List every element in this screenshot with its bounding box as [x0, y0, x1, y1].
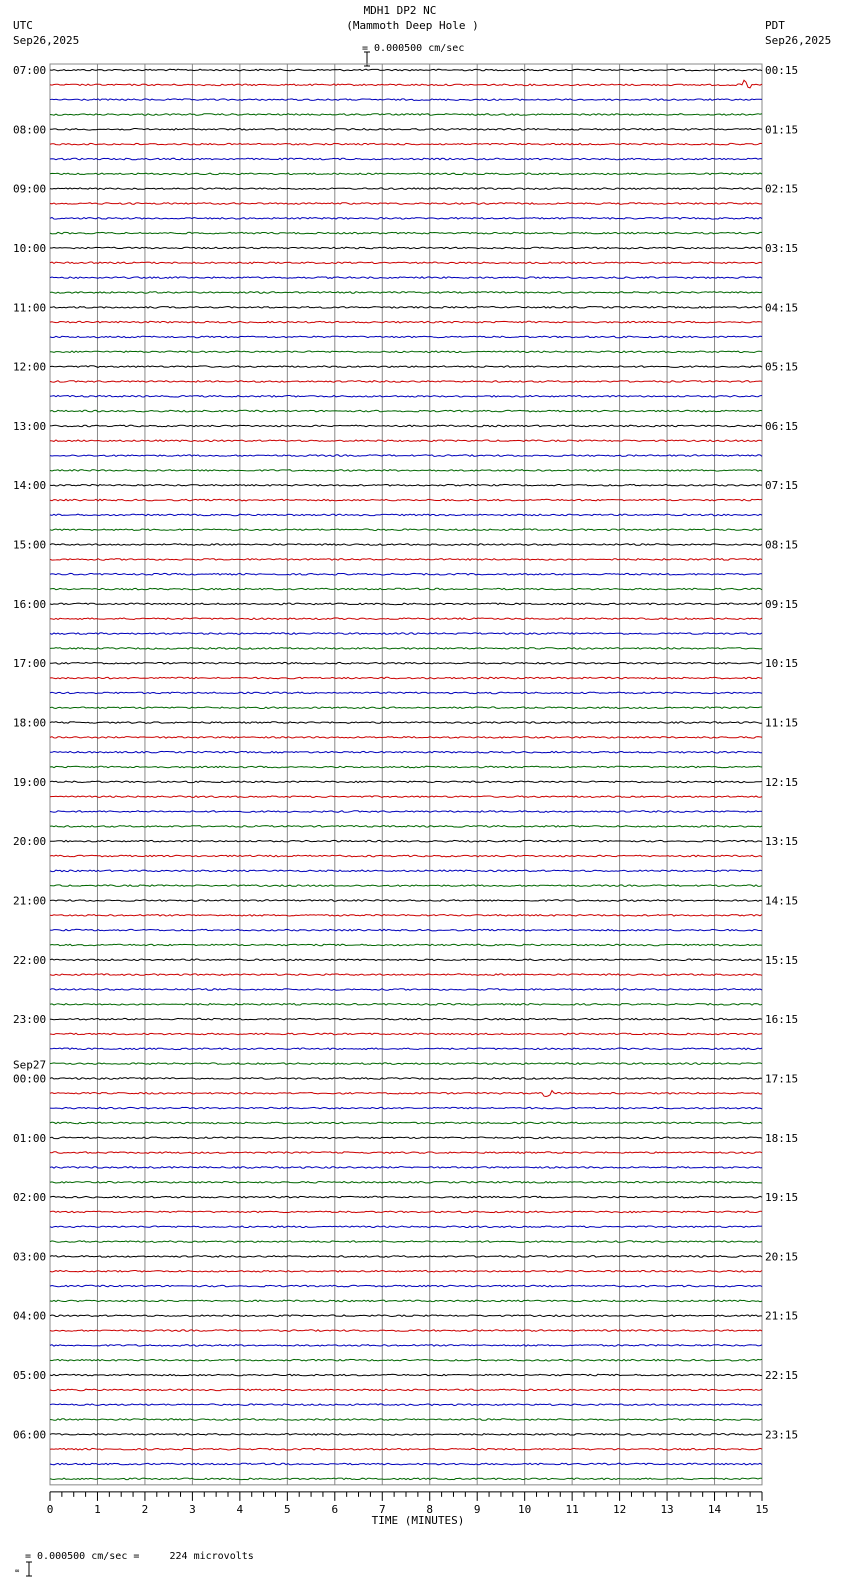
- trace-line: [50, 1448, 762, 1450]
- pdt-hour-label: 21:15: [765, 1309, 799, 1323]
- pdt-hour-label: 05:15: [765, 360, 799, 374]
- utc-hour-label: 20:00: [13, 835, 47, 849]
- trace-line: [50, 336, 762, 338]
- trace-line: [50, 410, 762, 412]
- trace-line: [50, 544, 762, 546]
- trace-line: [50, 692, 762, 694]
- x-axis-title: TIME (MINUTES): [371, 1513, 465, 1527]
- utc-hour-label: 10:00: [13, 241, 47, 255]
- x-tick-label: 1: [94, 1502, 101, 1516]
- pdt-hour-label: 07:15: [765, 479, 799, 493]
- trace-line: [50, 885, 762, 887]
- x-tick-label: 5: [284, 1502, 291, 1516]
- trace-line: [50, 811, 762, 813]
- trace-line: [50, 381, 762, 383]
- trace-line: [50, 292, 762, 294]
- trace-line: [50, 69, 762, 71]
- date-change-label: Sep27: [13, 1058, 47, 1072]
- trace-line: [50, 1167, 762, 1169]
- left-date: Sep26,2025: [13, 34, 80, 47]
- x-tick-label: 7: [378, 1502, 386, 1516]
- trace-line: [50, 1478, 762, 1480]
- pdt-hour-label: 06:15: [765, 419, 799, 433]
- pdt-hour-label: 20:15: [765, 1250, 799, 1264]
- x-tick-label: 6: [331, 1502, 339, 1516]
- trace-line: [50, 559, 762, 561]
- utc-hour-label: 15:00: [13, 538, 47, 552]
- utc-hour-label: 06:00: [13, 1428, 47, 1442]
- trace-line: [50, 1182, 762, 1184]
- trace-line: [50, 974, 762, 976]
- trace-line: [50, 737, 762, 739]
- utc-hour-label: 12:00: [13, 360, 47, 374]
- trace-line: [50, 366, 762, 368]
- trace-line: [50, 351, 762, 353]
- trace-line: [50, 944, 762, 946]
- x-tick-label: 15: [755, 1502, 769, 1516]
- pdt-hour-label: 04:15: [765, 301, 799, 315]
- trace-line: [50, 796, 762, 798]
- x-tick-label: 3: [189, 1502, 196, 1516]
- trace-line: [50, 1226, 762, 1228]
- trace-line: [50, 396, 762, 398]
- trace-line: [50, 514, 762, 516]
- utc-hour-label: 04:00: [13, 1309, 47, 1323]
- trace-line: [50, 470, 762, 472]
- trace-line: [50, 1107, 762, 1109]
- x-tick-label: 0: [46, 1502, 54, 1516]
- trace-line: [50, 114, 762, 116]
- trace-line: [50, 1137, 762, 1139]
- trace-line: [50, 1004, 762, 1006]
- utc-hour-label: 08:00: [13, 123, 47, 137]
- trace-line: [50, 1091, 762, 1097]
- trace-line: [50, 247, 762, 249]
- trace-line: [50, 588, 762, 590]
- trace-line: [50, 648, 762, 650]
- trace-line: [50, 80, 762, 88]
- trace-line: [50, 1048, 762, 1050]
- trace-line: [50, 1300, 762, 1302]
- trace-line: [50, 766, 762, 768]
- trace-line: [50, 662, 762, 664]
- trace-line: [50, 751, 762, 753]
- trace-line: [50, 1404, 762, 1406]
- trace-line: [50, 840, 762, 842]
- utc-hour-label: 18:00: [13, 716, 47, 730]
- left-timezone: UTC: [13, 19, 33, 32]
- trace-line: [50, 99, 762, 101]
- utc-hour-label: 02:00: [13, 1191, 47, 1205]
- pdt-hour-label: 09:15: [765, 597, 799, 611]
- pdt-hour-label: 17:15: [765, 1072, 799, 1086]
- trace-line: [50, 1078, 762, 1080]
- trace-line: [50, 1241, 762, 1243]
- trace-line: [50, 129, 762, 131]
- trace-line: [50, 158, 762, 160]
- calibration-text: = 0.000500 cm/sec = 224 microvolts: [25, 1551, 254, 1562]
- utc-hour-label: 03:00: [13, 1250, 47, 1264]
- trace-line: [50, 1315, 762, 1317]
- x-tick-label: 2: [141, 1502, 149, 1516]
- trace-line: [50, 677, 762, 679]
- trace-line: [50, 870, 762, 872]
- trace-line: [50, 232, 762, 234]
- utc-hour-label: 13:00: [13, 419, 47, 433]
- x-tick-label: 10: [518, 1502, 532, 1516]
- trace-line: [50, 826, 762, 828]
- trace-line: [50, 707, 762, 709]
- pdt-hour-label: 02:15: [765, 182, 799, 196]
- trace-line: [50, 1345, 762, 1347]
- trace-line: [50, 1033, 762, 1035]
- trace-line: [50, 1152, 762, 1154]
- x-tick-label: 4: [236, 1502, 244, 1516]
- trace-line: [50, 633, 762, 635]
- trace-line: [50, 277, 762, 279]
- trace-line: [50, 425, 762, 427]
- utc-hour-label: 22:00: [13, 953, 47, 967]
- station-name: (Mammoth Deep Hole ): [346, 19, 479, 32]
- pdt-hour-label: 15:15: [765, 953, 799, 967]
- trace-line: [50, 1211, 762, 1213]
- trace-line: [50, 618, 762, 620]
- pdt-hour-label: 18:15: [765, 1131, 799, 1145]
- trace-line: [50, 959, 762, 961]
- pdt-hour-label: 22:15: [765, 1369, 799, 1383]
- pdt-hour-label: 03:15: [765, 241, 799, 255]
- pdt-hour-label: 16:15: [765, 1013, 799, 1027]
- trace-line: [50, 188, 762, 190]
- x-tick-label: 8: [426, 1502, 434, 1516]
- trace-line: [50, 262, 762, 264]
- pdt-hour-label: 12:15: [765, 775, 799, 789]
- pdt-hour-label: 10:15: [765, 657, 799, 671]
- trace-line: [50, 499, 762, 501]
- trace-line: [50, 173, 762, 175]
- utc-hour-label: 01:00: [13, 1131, 47, 1145]
- utc-hour-label: 21:00: [13, 894, 47, 908]
- x-tick-label: 12: [612, 1502, 627, 1516]
- pdt-hour-label: 13:15: [765, 835, 799, 849]
- trace-line: [50, 1389, 762, 1391]
- svg-text:∞: ∞: [15, 1567, 20, 1575]
- trace-line: [50, 1196, 762, 1198]
- trace-line: [50, 915, 762, 917]
- x-tick-label: 9: [473, 1502, 481, 1516]
- x-tick-label: 11: [565, 1502, 579, 1516]
- station-code: MDH1 DP2 NC: [363, 4, 437, 17]
- trace-line: [50, 455, 762, 457]
- trace-line: [50, 1330, 762, 1332]
- x-tick-label: 13: [660, 1502, 674, 1516]
- pdt-hour-label: 01:15: [765, 123, 799, 137]
- trace-line: [50, 1359, 762, 1361]
- trace-line: [50, 1063, 762, 1065]
- trace-line: [50, 1256, 762, 1258]
- utc-hour-label: 17:00: [13, 657, 47, 671]
- trace-line: [50, 1374, 762, 1376]
- x-tick-label: 14: [707, 1502, 722, 1516]
- trace-line: [50, 603, 762, 605]
- trace-line: [50, 722, 762, 724]
- utc-hour-label: 00:00: [13, 1072, 47, 1086]
- trace-line: [50, 781, 762, 783]
- trace-line: [50, 203, 762, 205]
- right-date: Sep26,2025: [765, 34, 832, 47]
- trace-line: [50, 1463, 762, 1465]
- trace-line: [50, 573, 762, 575]
- trace-line: [50, 855, 762, 857]
- trace-line: [50, 143, 762, 145]
- pdt-hour-label: 14:15: [765, 894, 799, 908]
- utc-hour-label: 14:00: [13, 479, 47, 493]
- trace-line: [50, 1122, 762, 1124]
- trace-line: [50, 484, 762, 486]
- utc-hour-label: 09:00: [13, 182, 47, 196]
- trace-line: [50, 218, 762, 220]
- trace-line: [50, 929, 762, 931]
- utc-hour-label: 23:00: [13, 1013, 47, 1027]
- trace-line: [50, 529, 762, 531]
- trace-line: [50, 1419, 762, 1421]
- pdt-hour-label: 23:15: [765, 1428, 799, 1442]
- pdt-hour-label: 00:15: [765, 64, 799, 77]
- pdt-hour-label: 08:15: [765, 538, 799, 552]
- trace-line: [50, 321, 762, 323]
- utc-hour-label: 19:00: [13, 775, 47, 789]
- trace-line: [50, 1270, 762, 1272]
- pdt-hour-label: 19:15: [765, 1191, 799, 1205]
- trace-line: [50, 1285, 762, 1287]
- utc-hour-label: 11:00: [13, 301, 47, 315]
- utc-hour-label: 05:00: [13, 1369, 47, 1383]
- utc-hour-label: 16:00: [13, 597, 47, 611]
- trace-line: [50, 900, 762, 902]
- right-timezone: PDT: [765, 19, 785, 32]
- trace-line: [50, 307, 762, 309]
- pdt-hour-label: 11:15: [765, 716, 799, 730]
- utc-hour-label: 07:00: [13, 64, 47, 77]
- scale-text: = 0.000500 cm/sec: [362, 43, 465, 54]
- trace-line: [50, 440, 762, 442]
- trace-line: [50, 1018, 762, 1020]
- trace-line: [50, 989, 762, 991]
- trace-line: [50, 1434, 762, 1436]
